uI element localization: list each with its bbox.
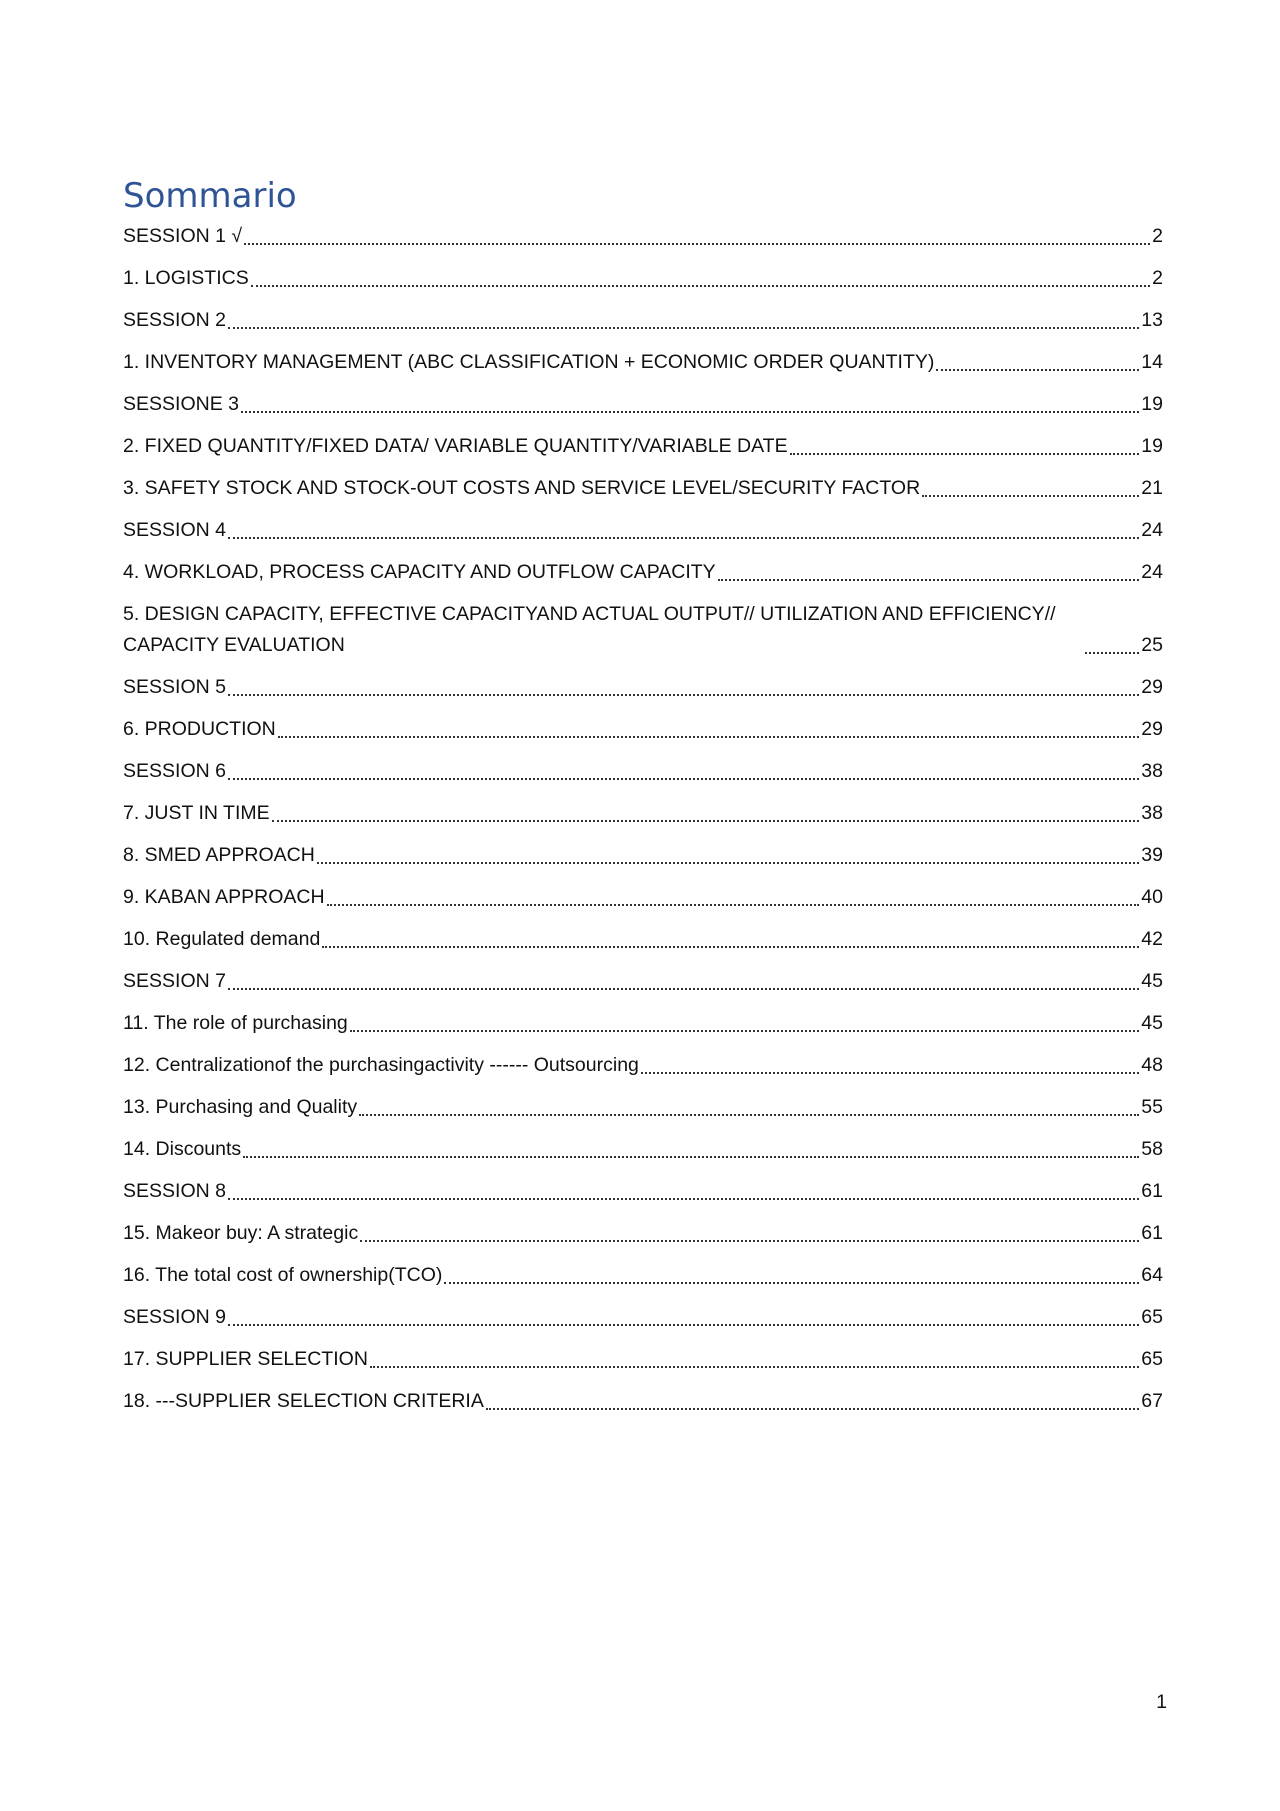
- dot-leader: [228, 988, 1139, 990]
- toc-entry[interactable]: [123, 1218, 1163, 1249]
- toc-entry-text: 4. WORKLOAD, PROCESS CAPACITY AND OUTFLOW CAPACITY: [123, 561, 716, 583]
- toc-entry-text: 18. ---SUPPLIER SELECTION CRITERIA: [123, 1390, 484, 1412]
- dot-leader: [243, 1156, 1139, 1158]
- toc-entry[interactable]: [123, 1260, 1163, 1291]
- dot-leader: [228, 694, 1139, 696]
- toc-entry[interactable]: [123, 389, 1163, 420]
- toc-entry-page: 61: [1141, 1180, 1163, 1202]
- toc-entry[interactable]: [123, 557, 1163, 588]
- toc-entry-page: 14: [1141, 351, 1163, 373]
- toc-entry-page: 40: [1141, 886, 1163, 908]
- toc-entry-page: 45: [1141, 970, 1163, 992]
- toc-entry-text: 5. DESIGN CAPACITY, EFFECTIVE CAPACITYAND ACTUAL OUTPUT// UTILIZATION AND EFFICIENCY// CAPACITY EVALUATION: [123, 603, 1056, 656]
- toc-entry-page: 29: [1141, 676, 1163, 698]
- toc-entry[interactable]: [123, 840, 1163, 871]
- toc-entry-page: 19: [1141, 435, 1163, 457]
- toc-entry-page: 38: [1141, 760, 1163, 782]
- toc-entry[interactable]: [123, 924, 1163, 955]
- toc-entry-page: 2: [1152, 267, 1163, 289]
- toc-entry-page: 39: [1141, 844, 1163, 866]
- dot-leader: [444, 1282, 1139, 1284]
- toc-entry[interactable]: [123, 966, 1163, 997]
- toc-entry-page: 65: [1141, 1306, 1163, 1328]
- toc-entry-text: SESSION 9: [123, 1306, 226, 1328]
- toc-entry[interactable]: [123, 882, 1163, 913]
- dot-leader: [370, 1366, 1139, 1368]
- dot-leader: [922, 495, 1139, 497]
- dot-leader: [251, 285, 1150, 287]
- toc-entry[interactable]: [123, 431, 1163, 462]
- toc-entry[interactable]: [123, 756, 1163, 787]
- toc-entry[interactable]: [123, 221, 1163, 252]
- toc-entry-text: 16. The total cost of ownership(TCO): [123, 1264, 443, 1286]
- dot-leader: [1085, 652, 1139, 654]
- dot-leader: [360, 1240, 1139, 1242]
- toc-entry-text: 1. LOGISTICS: [123, 267, 249, 289]
- toc-entry-text: SESSION 8: [123, 1180, 226, 1202]
- dot-leader: [317, 862, 1139, 864]
- toc-entry-page: 55: [1141, 1096, 1163, 1118]
- toc-entry-page: 61: [1141, 1222, 1163, 1244]
- toc-entry-page: 25: [1141, 634, 1163, 656]
- dot-leader: [486, 1408, 1139, 1410]
- toc-entry-text: 1. INVENTORY MANAGEMENT (ABC CLASSIFICATION + ECONOMIC ORDER QUANTITY): [123, 351, 935, 373]
- toc-entry[interactable]: [123, 473, 1163, 504]
- toc-entry[interactable]: [123, 1344, 1163, 1375]
- dot-leader: [228, 1324, 1139, 1326]
- toc-entry[interactable]: [123, 714, 1163, 745]
- dot-leader: [936, 369, 1139, 371]
- dot-leader: [241, 411, 1139, 413]
- toc-entry-page: 48: [1141, 1054, 1163, 1076]
- toc-entry-page: 19: [1141, 393, 1163, 415]
- toc-entry[interactable]: [123, 798, 1163, 829]
- toc-entry-text: SESSION 6: [123, 760, 226, 782]
- toc-entry[interactable]: [123, 1134, 1163, 1165]
- dot-leader: [278, 736, 1140, 738]
- dot-leader: [228, 1198, 1139, 1200]
- toc-entry-page: 2: [1152, 225, 1163, 247]
- dot-leader: [641, 1072, 1139, 1074]
- toc-entry-page: 38: [1141, 802, 1163, 824]
- toc-entry-text: SESSIONE 3: [123, 393, 239, 415]
- toc-entry-text: 12. Centralizationof the purchasingactivity ------ Outsourcing: [123, 1054, 639, 1076]
- dot-leader: [327, 904, 1140, 906]
- toc-entry-page: 45: [1141, 1012, 1163, 1034]
- toc-entry-page: 29: [1141, 718, 1163, 740]
- toc-entry-text: SESSION 7: [123, 970, 226, 992]
- toc-entry[interactable]: [123, 1092, 1163, 1123]
- dot-leader: [359, 1114, 1139, 1116]
- dot-leader: [272, 820, 1140, 822]
- toc-entry-page: 64: [1141, 1264, 1163, 1286]
- page-number: 1: [1156, 1691, 1167, 1713]
- toc-entry-page: 65: [1141, 1348, 1163, 1370]
- toc-entry-page: 58: [1141, 1138, 1163, 1160]
- table-of-contents: [123, 221, 1163, 1428]
- toc-entry-text: 2. FIXED QUANTITY/FIXED DATA/ VARIABLE QUANTITY/VARIABLE DATE: [123, 435, 788, 457]
- dot-leader: [350, 1030, 1140, 1032]
- toc-entry[interactable]: [123, 347, 1163, 378]
- toc-entry-text: 15. Makeor buy: A strategic: [123, 1222, 359, 1244]
- toc-entry-text: 8. SMED APPROACH: [123, 844, 315, 866]
- toc-entry-text: 9. KABAN APPROACH: [123, 886, 325, 908]
- toc-entry-page: 24: [1141, 519, 1163, 541]
- toc-entry-page: 42: [1141, 928, 1163, 950]
- toc-entry-page: 21: [1141, 477, 1163, 499]
- toc-entry[interactable]: [123, 1302, 1163, 1333]
- toc-entry[interactable]: [123, 305, 1163, 336]
- toc-entry-page: 67: [1141, 1390, 1163, 1412]
- toc-title: Sommario: [123, 176, 297, 216]
- toc-entry-text: 13. Purchasing and Quality: [123, 1096, 358, 1118]
- dot-leader: [244, 243, 1150, 245]
- toc-entry-text: 14. Discounts: [123, 1138, 242, 1160]
- toc-entry-page: 24: [1141, 561, 1163, 583]
- toc-entry-text: 6. PRODUCTION: [123, 718, 276, 740]
- toc-entry-text: 17. SUPPLIER SELECTION: [123, 1348, 368, 1370]
- toc-entry[interactable]: [123, 672, 1163, 703]
- toc-entry-page: 13: [1141, 309, 1163, 331]
- dot-leader: [790, 453, 1140, 455]
- dot-leader: [228, 327, 1139, 329]
- toc-entry-text: 10. Regulated demand: [123, 928, 321, 950]
- toc-entry[interactable]: [123, 1008, 1163, 1039]
- toc-entry-text: SESSION 1 √: [123, 225, 243, 247]
- toc-entry[interactable]: [123, 263, 1163, 294]
- toc-entry-text: 11. The role of purchasing: [123, 1012, 348, 1034]
- dot-leader: [228, 537, 1139, 539]
- toc-entry[interactable]: [123, 1386, 1163, 1417]
- dot-leader: [228, 778, 1139, 780]
- toc-entry-text: SESSION 4: [123, 519, 226, 541]
- toc-entry-text: SESSION 2: [123, 309, 226, 331]
- toc-entry[interactable]: [123, 599, 1163, 661]
- toc-entry[interactable]: [123, 1176, 1163, 1207]
- toc-entry-text: 7. JUST IN TIME: [123, 802, 270, 824]
- dot-leader: [322, 946, 1139, 948]
- dot-leader: [718, 579, 1140, 581]
- toc-entry-text: SESSION 5: [123, 676, 226, 698]
- toc-entry[interactable]: [123, 515, 1163, 546]
- toc-entry[interactable]: [123, 1050, 1163, 1081]
- toc-entry-text: 3. SAFETY STOCK AND STOCK-OUT COSTS AND SERVICE LEVEL/SECURITY FACTOR: [123, 477, 921, 499]
